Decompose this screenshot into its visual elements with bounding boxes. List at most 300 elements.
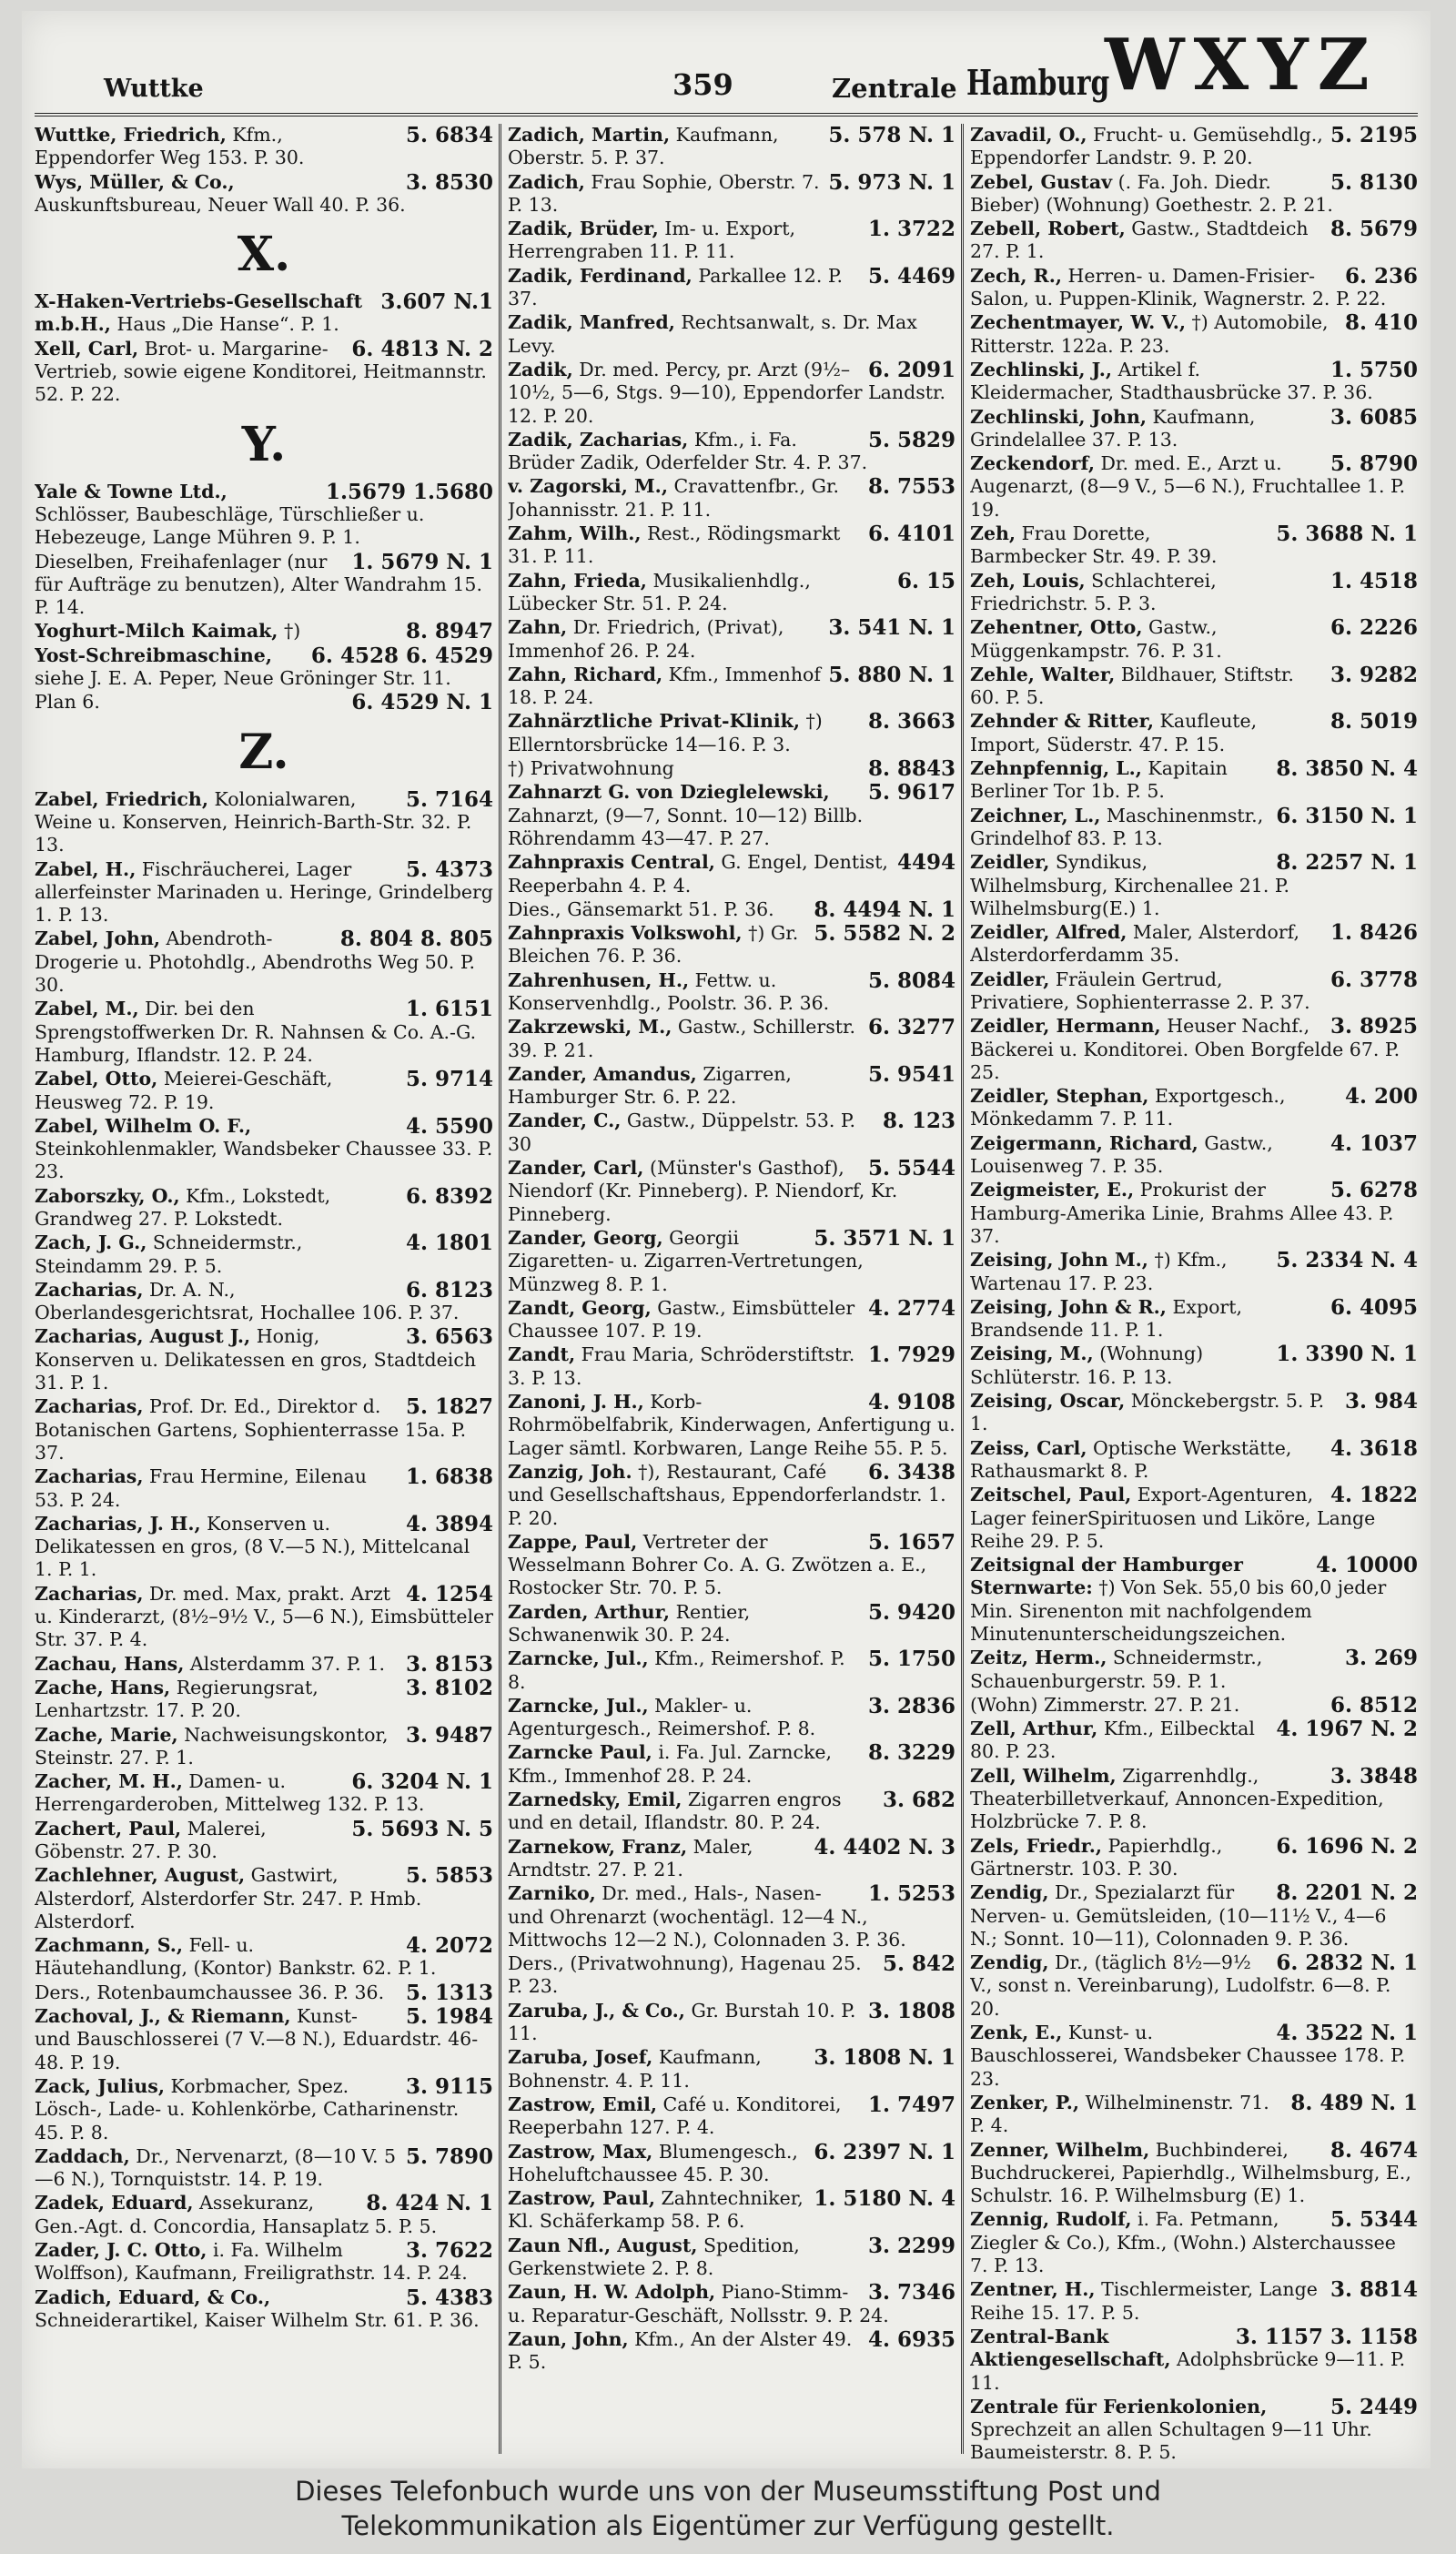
phone-number: 5. 9714: [405, 1068, 493, 1092]
entry-details: Honig, Konserven u. Delikatessen en gros, Stadtdeich 31. P. 1.: [35, 1325, 477, 1394]
directory-entry: [35, 1325, 493, 1395]
phone-number: 8. 8947: [405, 620, 493, 644]
entry-name: Zachert, Paul,: [35, 1817, 182, 1839]
entry-details: i. Fa. Jul. Zarncke, Kfm., Immenhof 28. P. 24.: [508, 1741, 833, 1787]
directory-entry: [970, 2092, 1418, 2139]
directory-entry: [35, 927, 493, 998]
directory-entry: [970, 1484, 1418, 1554]
entry-details: Sprechzeit an allen Schultagen 9—11 Uhr. Baumeisterstr. 8. P. 5.: [970, 2418, 1372, 2463]
entry-name: Zeigermann, Richard,: [970, 1131, 1198, 1154]
entry-name: Zahnarzt G. von Dzieglelewski,: [508, 781, 830, 804]
directory-entry: [508, 1461, 956, 1531]
entry-details: †) Ellerntorsbrücke 14—16. P. 3.: [508, 710, 823, 755]
entry-name: Zakrzewski, M.,: [508, 1016, 672, 1039]
phone-number: 5. 1984: [405, 2005, 493, 2030]
entry-name: Zavadil, O.,: [970, 124, 1087, 146]
directory-entry: [970, 805, 1418, 852]
entry-details: Kfm., Reimershof. P. 8.: [508, 1647, 845, 1693]
directory-entry: [970, 1085, 1418, 1132]
phone-number: 3. 7346: [867, 2281, 956, 2306]
phone-number: 5. 973 N. 1: [828, 170, 956, 195]
directory-entry: [508, 1882, 956, 1952]
entry-name: Zaun, H. W. Adolph,: [508, 2281, 716, 2304]
directory-entry: [970, 1951, 1418, 2022]
phone-number: 3. 2299: [867, 2234, 956, 2258]
phone-number: 1. 4518: [1330, 569, 1418, 593]
directory-entry: [35, 691, 493, 715]
entry-details: Dr., Nervenarzt, (8—10 V. 5—6 N.), Tornquiststr. 14. P. 19.: [35, 2144, 397, 2191]
entry-details: Fischräucherei, Lager allerfeinster Marinaden u. Heringe, Grindelberg 1. P. 13.: [35, 857, 493, 927]
entry-name: Zeitz, Herm.,: [970, 1647, 1107, 1669]
entry-name: Zacharias,: [35, 1465, 144, 1488]
entry-details: Kapitain Berliner Tor 1b. P. 5.: [970, 757, 1228, 803]
entry-details: Gastw., Eimsbütteler Chaussee 107. P. 19.: [508, 1296, 855, 1343]
column-divider: [961, 124, 964, 2454]
directory-entry: [970, 452, 1418, 522]
entry-name: Zandt, Georg,: [508, 1296, 652, 1319]
entry-name: Zahnärztliche Privat-Klinik,: [508, 710, 800, 733]
directory-entry: [508, 2046, 956, 2093]
entry-name: Zeidler, Alfred,: [970, 921, 1127, 944]
entry-name: Zentral-Bank Aktiengesellschaft,: [970, 2325, 1171, 2371]
phone-number: 3. 9115: [405, 2074, 493, 2099]
page-header: [22, 11, 1431, 120]
entry-details: Cravattenfbr., Gr. Johannisstr. 21. P. 11.: [508, 475, 840, 521]
entry-details: Tischlermeister, Lange Reihe 15. 17. P. 5.: [970, 2278, 1318, 2324]
directory-entry: [508, 1157, 956, 1227]
entry-name: Zadik, Ferdinand,: [508, 264, 693, 287]
phone-number: 1. 3390 N. 1: [1276, 1343, 1418, 1367]
phone-number: 5. 8790: [1330, 452, 1418, 477]
entry-name: Zech, R.,: [970, 264, 1062, 287]
footer-line-1: Dieses Telefonbuch wurde uns von der Museumsstiftung Post und: [295, 2476, 1161, 2507]
entry-name: Zeising, M.,: [970, 1343, 1094, 1365]
directory-entry: [970, 757, 1418, 805]
entry-details: †) Von Sek. 55,0 bis 60,0 jeder Min. Sirenenton mit nachfolgendem Minutenunterscheidungszeichen.: [970, 1576, 1387, 1645]
entry-details: Zigarren engros und en detail, Iflandstr. 80. P. 24.: [508, 1789, 842, 1834]
directory-entry: [508, 1789, 956, 1836]
entry-details: Syndikus, Wilhelmsburg, Kirchenallee 21. P. Wilhelmsburg(E.) 1.: [970, 851, 1290, 919]
directory-entry: [508, 1695, 956, 1742]
entry-details: Dir. bei den Sprengstoffwerken Dr. R. Nahnsen & Co. A.-G. Hamburg, Iflandstr. 12. P. 24.: [35, 998, 477, 1066]
entry-name: Zendig,: [970, 1881, 1049, 1904]
directory-entry: [508, 1601, 956, 1648]
phone-number: 4. 1822: [1330, 1484, 1418, 1508]
phone-number: 4. 3894: [405, 1512, 493, 1536]
entry-details: Frucht- u. Gemüsehdlg., Eppendorfer Landstr. 9. P. 20.: [970, 124, 1323, 169]
directory-entry: [970, 1765, 1418, 1835]
entry-details: Prokurist der Hamburg-Amerika Linie, Brahms Allee 43. P. 37.: [970, 1179, 1394, 1247]
directory-entry: [508, 2187, 956, 2235]
directory-entry: [970, 1343, 1418, 1390]
directory-entry: [508, 1343, 956, 1391]
entry-name: Zarncke, Jul.,: [508, 1694, 649, 1717]
phone-number: 1. 3722: [867, 218, 956, 242]
entry-details: Fell- u. Häutehandlung, (Kontor) Bankstr. 62. P. 1.: [35, 1934, 437, 1980]
entry-details: †) Automobile, Ritterstr. 122a. P. 23.: [970, 311, 1329, 357]
directory-entry: [35, 2075, 493, 2145]
entry-details: Makler- u. Agenturgesch., Reimershof. P. 8.: [508, 1694, 816, 1740]
directory-entry: [35, 1677, 493, 1724]
entry-details: Kfm., Eppendorfer Weg 153. P. 30.: [35, 124, 305, 169]
entry-details: †) Gr. Bleichen 76. P. 36.: [508, 922, 799, 968]
directory-entry: [970, 1718, 1418, 1765]
entry-details: Dr., (täglich 8½—9½ V., sonst n. Vereinbarung), Ludolfstr. 6—8. P. 20.: [970, 1951, 1391, 2020]
entry-name: v. Zagorski, M.,: [508, 475, 668, 498]
entry-details: (Wohn) Zimmerstr. 27. P. 21.: [970, 1693, 1240, 1716]
phone-number: 8. 4674: [1330, 2138, 1418, 2163]
entry-name: Zarncke, Jul.,: [508, 1647, 649, 1670]
directory-page: [22, 11, 1431, 2468]
entry-details: Konserven u. Delikatessen en gros, (8 V.—5 N.), Mittelcanal 1. P. 1.: [35, 1512, 470, 1581]
directory-entry: [508, 124, 956, 171]
entry-name: Zacharias,: [35, 1582, 144, 1605]
entry-name: Zadik,: [508, 358, 573, 380]
entry-name: Zeising, John & R.,: [970, 1295, 1167, 1318]
phone-number: 5. 9617: [867, 781, 956, 806]
phone-number: 6. 4095: [1330, 1295, 1418, 1320]
entry-name: Zebel, Gustav: [970, 170, 1113, 193]
entry-details: Damen- u. Herrengarderoben, Mittelweg 132. P. 13.: [35, 1770, 425, 1816]
entry-name: Zeidler, Hermann,: [970, 1015, 1161, 1038]
entry-name: Zechentmayer, W. V.,: [970, 311, 1187, 334]
directory-entry: [35, 998, 493, 1068]
phone-number: 6. 8512: [1330, 1693, 1418, 1718]
column-divider: [499, 124, 501, 2454]
entry-name: Zendig,: [970, 1951, 1049, 1974]
entry-name: Zenk, E.,: [970, 2022, 1063, 2044]
entry-details: Schneidermstr., Steindamm 29. P. 5.: [35, 1231, 303, 1277]
entry-name: Zander, Amandus,: [508, 1062, 697, 1085]
entry-name: Zahn,: [508, 616, 568, 639]
phone-number: 4. 200: [1344, 1085, 1418, 1110]
phone-number: 5. 9420: [867, 1600, 956, 1625]
directory-entry: [970, 2278, 1418, 2326]
entry-details: Meierei-Geschäft, Heusweg 72. P. 19.: [35, 1068, 333, 1113]
entry-name: Zeitsignal der Hamburger Sternwarte:: [970, 1554, 1243, 1599]
directory-entry: [508, 171, 956, 218]
entry-name: Zeising, Oscar,: [970, 1390, 1126, 1413]
phone-number: 3. 1808 N. 1: [814, 2046, 956, 2071]
phone-number: 4. 1037: [1330, 1131, 1418, 1156]
entry-name: Zebell, Robert,: [970, 218, 1126, 240]
directory-entry: [970, 2396, 1418, 2463]
phone-number: 4. 3522 N. 1: [1276, 2022, 1418, 2046]
entry-details: Schneidermstr., Schauenburgerstr. 59. P. 1.: [970, 1647, 1263, 1692]
directory-entry: [508, 1391, 956, 1461]
phone-number: 1.5679 1.5680: [325, 480, 493, 504]
entry-details: Dieselben, Freihafenlager (nur für Aufträge zu benutzen), Alter Wandrahm 15. P. 14.: [35, 550, 482, 619]
entry-name: Zader, J. C. Otto,: [35, 2239, 207, 2262]
directory-entry: [508, 1227, 956, 1297]
phone-number: 8. 4494 N. 1: [814, 897, 956, 922]
entry-name: Zabel, Wilhelm O. F.,: [35, 1114, 252, 1137]
footer-line-2: Telekommunikation als Eigentümer zur Verfügung gestellt.: [341, 2510, 1115, 2541]
phone-number: 4. 5590: [405, 1114, 493, 1139]
entry-name: Zeising, John M.,: [970, 1249, 1148, 1272]
entry-details: Zigarrenhdlg., Theaterbilletverkauf, Annoncen-Expedition, Holzbrücke 7. P. 8.: [970, 1764, 1384, 1833]
directory-column-1: [35, 124, 493, 2463]
entry-name: Zander, C.,: [508, 1110, 622, 1132]
directory-entry: [970, 570, 1418, 617]
directory-entry: [970, 1835, 1418, 1882]
phone-number: 1. 5180 N. 4: [814, 2187, 956, 2212]
phone-number: 6. 1696 N. 2: [1276, 1834, 1418, 1859]
phone-number: 8. 410: [1344, 311, 1418, 336]
phone-number: 6. 2397 N. 1: [814, 2140, 956, 2164]
phone-number: 5. 3571 N. 1: [814, 1226, 956, 1251]
phone-number: 3. 9487: [405, 1723, 493, 1748]
entry-name: Zacharias,: [35, 1395, 144, 1418]
entry-name: Zachlehner, August,: [35, 1864, 246, 1887]
phone-number: 8. 3229: [867, 1741, 956, 1766]
entry-name: Zadik, Brüder,: [508, 218, 659, 240]
phone-number: 5. 4469: [867, 264, 956, 289]
directory-entry: [970, 1132, 1418, 1180]
entry-details: Zahnarzt, (9—7, Sonnt. 10—12) Billb. Röhrendamm 43—47. P. 27.: [508, 804, 864, 849]
directory-entry: [35, 1279, 493, 1326]
entry-details: Haus „Die Hanse“. P. 1.: [110, 313, 339, 336]
entry-details: Frau Dorette, Barmbecker Str. 49. P. 39.: [970, 522, 1218, 568]
entry-details: Assekuranz, Gen.-Agt. d. Concordia, Hansaplatz 5. P. 5.: [35, 2192, 438, 2237]
entry-name: Zaborszky, O.,: [35, 1184, 180, 1207]
phone-number: 5. 5582 N. 2: [814, 922, 956, 947]
phone-number: 8. 2257 N. 1: [1276, 851, 1418, 876]
entry-details: Dr. Friedrich, (Privat), Immenhof 26. P. 24.: [508, 616, 784, 662]
entry-details: Nachweisungskontor, Steinstr. 27. P. 1.: [35, 1723, 389, 1769]
directory-entry: [970, 2022, 1418, 2092]
directory-entry: [508, 522, 956, 570]
entry-name: Zacharias,: [35, 1278, 144, 1301]
entry-details: Malerei, Göbenstr. 27. P. 30.: [35, 1817, 267, 1862]
entry-name: Zeh,: [970, 522, 1016, 545]
phone-number: 5. 6278: [1330, 1179, 1418, 1203]
phone-number: 5. 842: [882, 1952, 956, 1977]
entry-details: Kfm., Eilbecktal 80. P. 23.: [970, 1718, 1255, 1763]
entry-details: Gr. Burstah 10. P. 11.: [508, 1999, 856, 2045]
entry-name: Zabel, Otto,: [35, 1068, 158, 1090]
entry-details: Kaufmann, Grindelallee 37. P. 13.: [970, 405, 1256, 451]
directory-entry: [35, 1185, 493, 1232]
entry-details: Maschinenmstr., Grindelhof 83. P. 13.: [970, 804, 1264, 849]
entry-name: Zenner, Wilhelm,: [970, 2138, 1150, 2161]
entry-details: Alsterdamm 37. P. 1.: [184, 1652, 385, 1675]
phone-number: 6. 3277: [867, 1016, 956, 1040]
entry-name: Zarncke Paul,: [508, 1741, 652, 1764]
phone-number: 6. 4813 N. 2: [351, 337, 493, 361]
entry-name: Zarden, Arthur,: [508, 1600, 671, 1623]
directory-entry: [35, 1513, 493, 1583]
entry-details: Zahntechniker, Kl. Schäferkamp 58. P. 6.: [508, 2187, 804, 2233]
phone-number: 6. 4528 6. 4529: [310, 644, 493, 668]
directory-entry: [35, 290, 493, 338]
entry-name: Zarnekow, Franz,: [508, 1835, 688, 1858]
directory-entry: [970, 171, 1418, 218]
entry-name: Wys, Müller, & Co.,: [35, 170, 235, 193]
directory-entry: [35, 620, 493, 644]
entry-details: Spedition, Gerkenstwiete 2. P. 8.: [508, 2234, 800, 2280]
entry-name: Zandt,: [508, 1343, 576, 1366]
running-head-first-entry: Wuttke: [104, 75, 204, 103]
entry-name: Yoghurt-Milch Kaimak,: [35, 620, 278, 643]
entry-details: Korb-Rohrmöbelfabrik, Kinderwagen, Anfertigung u. Lager sämtl. Korbwaren, Lange Reihe 55. P. 5.: [508, 1391, 956, 1459]
section-letters: WXYZ: [1105, 24, 1379, 106]
entry-name: Zentrale für Ferienkolonien,: [970, 2395, 1268, 2417]
phone-number: 8. 804 8. 805: [339, 927, 493, 952]
phone-number: 6. 3778: [1330, 968, 1418, 992]
phone-number: 5. 7890: [405, 2144, 493, 2169]
directory-entry: [508, 570, 956, 617]
phone-number: 6. 2832 N. 1: [1276, 1951, 1418, 1976]
entry-details: Kolonialwaren, Weine u. Konserven, Heinrich-Barth-Str. 32. P. 13.: [35, 787, 472, 856]
directory-entry: [508, 1647, 956, 1695]
phone-number: 8. 3663: [867, 710, 956, 735]
entry-name: Zarniko,: [508, 1882, 596, 1905]
entry-details: Prof. Dr. Ed., Direktor d. Botanischen Gartens, Sophienterrasse 15a. P. 37.: [35, 1395, 467, 1464]
directory-entry: [35, 1934, 493, 1981]
phone-number: 4. 1967 N. 2: [1276, 1718, 1418, 1742]
entry-name: Zeckendorf,: [970, 452, 1095, 475]
phone-number: 5. 1827: [405, 1395, 493, 1420]
directory-column-3: [970, 124, 1418, 2463]
directory-entry: [508, 1016, 956, 1063]
directory-entry: [508, 616, 956, 664]
phone-number: 3. 6563: [405, 1325, 493, 1350]
entry-name: Zeitschel, Paul,: [970, 1484, 1132, 1506]
entry-name: Zander, Georg,: [508, 1226, 663, 1249]
directory-entry: [35, 551, 493, 621]
entry-name: Zeidler, Stephan,: [970, 1085, 1149, 1108]
phone-number: 3. 8102: [405, 1676, 493, 1700]
entry-details: Schlachterei, Friedrichstr. 5. P. 3.: [970, 569, 1217, 614]
entry-name: Zachmann, S.,: [35, 1934, 184, 1957]
phone-number: 5. 8130: [1330, 170, 1418, 195]
phone-number: 1. 5750: [1330, 358, 1418, 382]
footer-credit: [0, 2474, 1456, 2554]
phone-number: 3. 8530: [405, 170, 493, 195]
entry-name: Zadik, Manfred,: [508, 311, 675, 334]
entry-details: Frau Maria, Schröderstiftstr. 3. P. 13.: [508, 1343, 855, 1389]
entry-name: Yale & Towne Ltd.,: [35, 480, 228, 502]
entry-details: i. Fa. Petmann, Ziegler & Co.), Kfm., (Wohn.) Alsterchaussee 7. P. 13.: [970, 2208, 1396, 2277]
entry-details: Kfm., Immenhof 18. P. 24.: [508, 663, 821, 709]
entry-name: Zahn, Frieda,: [508, 569, 647, 592]
entry-details: G. Engel, Dentist, Reeperbahn 4. P. 4.: [508, 851, 888, 897]
directory-entry: [35, 858, 493, 928]
entry-name: Zachoval, J., & Riemann,: [35, 2005, 291, 2028]
directory-entry: [508, 359, 956, 429]
phone-number: 5. 2195: [1330, 124, 1418, 147]
entry-name: Zentner, H.,: [970, 2278, 1096, 2301]
entry-details: Rechtsanwalt, s. Dr. Max Levy.: [508, 311, 917, 357]
directory-entry: [35, 788, 493, 858]
directory-entry: [970, 616, 1418, 664]
directory-entry: [508, 1531, 956, 1601]
entry-name: Zappe, Paul,: [508, 1530, 638, 1553]
directory-entry: [970, 265, 1418, 312]
directory-entry: [35, 644, 493, 692]
directory-entry: [970, 664, 1418, 711]
directory-entry: [970, 1694, 1418, 1718]
phone-number: 5. 4383: [405, 2285, 493, 2310]
entry-name: Zell, Arthur,: [970, 1718, 1098, 1740]
directory-entry: [970, 2208, 1418, 2278]
phone-number: 8. 5679: [1330, 218, 1418, 242]
entry-name: Zacharias, August J.,: [35, 1325, 251, 1348]
entry-details: Zigarren, Hamburger Str. 6. P. 22.: [508, 1062, 792, 1109]
entry-details: Kaufmann, Bohnenstr. 4. P. 11.: [508, 2046, 762, 2092]
directory-entry: [970, 921, 1418, 968]
phone-number: 3. 3848: [1330, 1764, 1418, 1789]
phone-number: 4. 1254: [405, 1582, 493, 1606]
entry-name: Zadich,: [508, 170, 585, 193]
phone-number: 8. 8843: [867, 757, 956, 782]
phone-number: 6. 2091: [867, 358, 956, 382]
entry-name: Zarnedsky, Emil,: [508, 1789, 682, 1811]
directory-entry: [508, 710, 956, 757]
directory-entry: [970, 710, 1418, 757]
directory-entry: [35, 124, 493, 171]
directory-entry: [508, 757, 956, 781]
phone-number: 5. 5544: [867, 1157, 956, 1181]
entry-details: (Münster's Gasthof), Niendorf (Kr. Pinneberg). P. Niendorf, Kr. Pinneberg.: [508, 1157, 898, 1225]
entry-name: Zadik, Zacharias,: [508, 428, 689, 451]
phone-number: 6. 4529 N. 1: [351, 691, 493, 715]
phone-number: 3. 541 N. 1: [828, 616, 956, 641]
entry-name: Zehnpfennig, L.,: [970, 757, 1142, 780]
directory-entry: [508, 2281, 956, 2328]
phone-number: 8. 123: [882, 1110, 956, 1134]
entry-details: Korbmacher, Spez. Lösch-, Lade- u. Kohlenkörbe, Catharinenstr. 45. P. 8.: [35, 2074, 460, 2144]
phone-number: 3. 682: [882, 1789, 956, 1813]
entry-name: Zeidler,: [970, 968, 1050, 990]
entry-details: Musikalienhdlg., Lübecker Str. 51. P. 24.: [508, 569, 811, 614]
phone-number: 8. 424 N. 1: [366, 2192, 493, 2216]
directory-entry: [508, 1063, 956, 1110]
directory-entry: [35, 1770, 493, 1818]
phone-number: 5. 2449: [1330, 2395, 1418, 2419]
phone-number: 5. 880 N. 1: [828, 663, 956, 687]
entry-details: Rest., Rödingsmarkt 31. P. 11.: [508, 522, 841, 568]
entry-details: Gastw., Louisenweg 7. P. 35.: [970, 1131, 1273, 1178]
phone-number: 6. 2226: [1330, 616, 1418, 641]
entry-details: Buchbinderei, Buchdruckerei, Papierhdlg., Wilhelmsburg, E., Schulstr. 16. P. Wilhelmsburg (E) 1.: [970, 2138, 1411, 2207]
entry-details: Plan 6.: [35, 691, 100, 714]
directory-entry: [508, 1741, 956, 1789]
entry-name: Zastrow, Paul,: [508, 2187, 655, 2210]
entry-details: Georgii Zigaretten- u. Zigarren-Vertretungen, Münzweg 8. P. 1.: [508, 1226, 864, 1295]
entry-name: Zehnder & Ritter,: [970, 710, 1155, 733]
entry-details: Fettw. u. Konservenhdlg., Poolstr. 36. P. 36.: [508, 968, 830, 1014]
entry-name: Wuttke, Friedrich,: [35, 124, 227, 146]
entry-details: Dr. med. Max, prakt. Arzt u. Kinderarzt, (8½–9½ V., 5—6 N.), Eimsbütteler Str. 37. P. 4.: [35, 1582, 493, 1651]
phone-number: 5. 1750: [867, 1647, 956, 1672]
entry-name: Zache, Hans,: [35, 1676, 171, 1698]
directory-entry: [35, 1068, 493, 1115]
directory-entry: [970, 311, 1418, 359]
directory-entry: [508, 2093, 956, 2141]
entry-details: Steinkohlenmakler, Wandsbeker Chaussee 33. P. 23.: [35, 1138, 493, 1183]
entry-name: Zaruba, Josef,: [508, 2046, 653, 2069]
directory-entry: [508, 218, 956, 265]
directory-entry: [35, 1395, 493, 1465]
entry-name: Zaun Nfl., August,: [508, 2234, 698, 2256]
entry-details: Frau Hermine, Eilenau 53. P. 24.: [35, 1465, 367, 1511]
phone-number: 6. 3204 N. 1: [351, 1770, 493, 1795]
entry-details: Auskunftsbureau, Neuer Wall 40. P. 36.: [35, 193, 406, 216]
entry-details: (Wohnung) Schlüterstr. 16. P. 13.: [970, 1343, 1204, 1388]
phone-number: 1. 5679 N. 1: [351, 550, 493, 574]
